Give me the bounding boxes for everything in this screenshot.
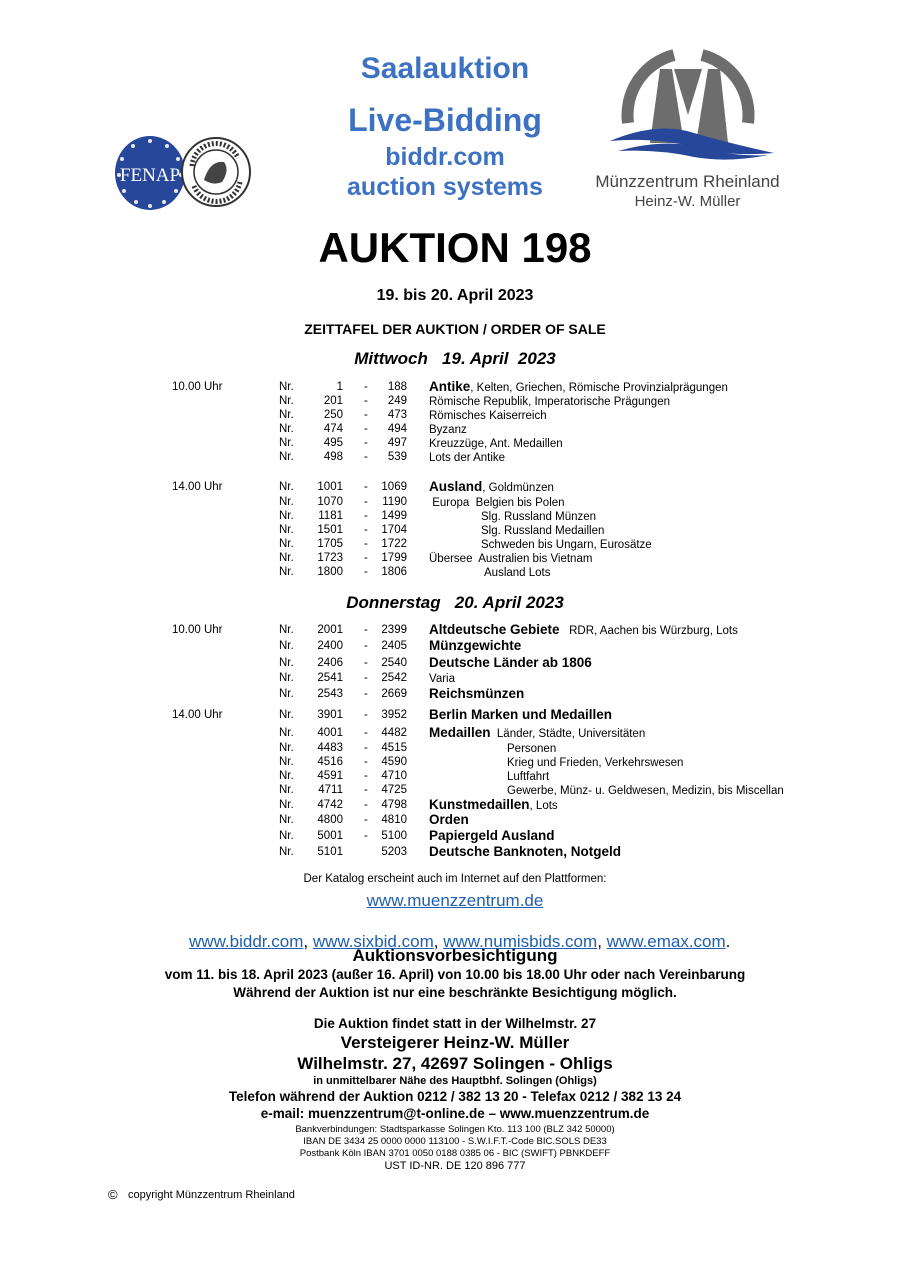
schedule-row bbox=[0, 565, 900, 579]
fenap-logo bbox=[114, 135, 186, 211]
separator: , bbox=[433, 932, 444, 951]
schedule-row bbox=[0, 783, 900, 797]
lot-prefix: Nr. bbox=[279, 727, 294, 739]
schedule-row bbox=[0, 436, 900, 450]
schedule-row bbox=[0, 708, 900, 722]
session-time: 14.00 Uhr bbox=[172, 481, 223, 493]
lot-to: 188 bbox=[387, 381, 407, 393]
lot-prefix: Nr. bbox=[279, 770, 294, 782]
vorbesichtigung-note: Während der Auktion ist nur eine beschränkte Besichtigung möglich. bbox=[233, 985, 677, 1000]
lot-from: 1501 bbox=[317, 524, 343, 536]
vorbesichtigung-dates: vom 11. bis 18. April 2023 (außer 16. April) von 10.00 bis 18.00 Uhr oder nach Vereinbarung bbox=[164, 967, 746, 982]
schedule-row bbox=[0, 829, 900, 843]
lot-dash: - bbox=[364, 709, 368, 721]
lot-dash: - bbox=[364, 624, 368, 636]
lot-dash: - bbox=[364, 640, 368, 652]
bank-line-3: Postbank Köln IBAN 3701 0050 0188 0385 06 - BIC (SWIFT) PBNKDEFF bbox=[299, 1148, 611, 1159]
section-detail: Römisches Kaiserreich bbox=[429, 410, 547, 422]
lot-dash: - bbox=[364, 510, 368, 522]
section-detail: Ausland Lots bbox=[484, 567, 551, 579]
lot-to: 249 bbox=[387, 395, 407, 407]
section-detail: Byzanz bbox=[429, 424, 467, 436]
lot-dash: - bbox=[364, 481, 368, 493]
auction-systems-heading: auction systems bbox=[347, 173, 543, 201]
lot-description bbox=[429, 380, 728, 395]
lot-prefix: Nr. bbox=[279, 510, 294, 522]
separator: , bbox=[597, 932, 607, 951]
lot-description bbox=[429, 671, 455, 686]
lot-dash: - bbox=[364, 756, 368, 768]
lot-description bbox=[429, 656, 592, 671]
lot-description bbox=[429, 798, 558, 813]
auction-title: AUKTION 198 bbox=[318, 224, 592, 271]
lot-prefix: Nr. bbox=[279, 481, 294, 493]
lot-to: 4798 bbox=[381, 799, 407, 811]
schedule-row bbox=[0, 769, 900, 783]
lot-description bbox=[481, 537, 652, 552]
lot-description bbox=[429, 813, 469, 828]
section-detail: Länder, Städte, Universitäten bbox=[490, 728, 646, 740]
lot-dash: - bbox=[364, 437, 368, 449]
section-title: Reichsmünzen bbox=[429, 686, 525, 701]
separator: , bbox=[303, 932, 313, 951]
logo-name: Münzzentrum Rheinland bbox=[595, 172, 780, 191]
lot-dash: - bbox=[364, 423, 368, 435]
lot-from: 4516 bbox=[317, 756, 343, 768]
lot-prefix: Nr. bbox=[279, 624, 294, 636]
lot-to: 497 bbox=[387, 437, 407, 449]
section-title: Deutsche Länder ab 1806 bbox=[429, 655, 592, 670]
lot-description bbox=[507, 769, 549, 784]
link-biddr[interactable]: www.biddr.com bbox=[189, 932, 304, 951]
session-time: 14.00 Uhr bbox=[172, 709, 223, 721]
lot-prefix: Nr. bbox=[279, 756, 294, 768]
section-detail: , Lots bbox=[529, 800, 558, 812]
lot-from: 1800 bbox=[317, 566, 343, 578]
schedule-row bbox=[0, 394, 900, 408]
lot-from: 1723 bbox=[317, 552, 343, 564]
lot-to: 4482 bbox=[381, 727, 407, 739]
lot-description bbox=[429, 708, 612, 723]
day2-heading: Donnerstag 20. April 2023 bbox=[346, 593, 564, 612]
lot-from: 2543 bbox=[317, 688, 343, 700]
lot-dash: - bbox=[364, 381, 368, 393]
lot-to: 473 bbox=[387, 409, 407, 421]
schedule-row bbox=[0, 551, 900, 565]
schedule-row bbox=[0, 408, 900, 422]
schedule-row bbox=[0, 380, 900, 394]
bank-line-2: IBAN DE 3434 25 0000 0000 113100 - S.W.I.F.T.-Code BIC.SOLS DE33 bbox=[303, 1136, 607, 1147]
section-detail: RDR, Aachen bis Würzburg, Lots bbox=[559, 625, 738, 637]
lot-from: 2001 bbox=[317, 624, 343, 636]
schedule-row bbox=[0, 656, 900, 670]
lot-prefix: Nr. bbox=[279, 688, 294, 700]
lot-from: 1705 bbox=[317, 538, 343, 550]
lot-prefix: Nr. bbox=[279, 830, 294, 842]
lot-to: 3952 bbox=[381, 709, 407, 721]
lot-description bbox=[429, 436, 563, 451]
lot-description bbox=[429, 726, 645, 741]
lot-prefix: Nr. bbox=[279, 784, 294, 796]
lot-description bbox=[484, 565, 551, 580]
lot-from: 1070 bbox=[317, 496, 343, 508]
schedule-row bbox=[0, 422, 900, 436]
schedule-row bbox=[0, 639, 900, 653]
lot-dash: - bbox=[364, 409, 368, 421]
auctioneer-address: Wilhelmstr. 27, 42697 Solingen - Ohligs bbox=[297, 1054, 613, 1073]
lot-to: 1806 bbox=[381, 566, 407, 578]
day1-heading: Mittwoch 19. April 2023 bbox=[354, 349, 556, 368]
lot-prefix: Nr. bbox=[279, 451, 294, 463]
lot-prefix: Nr. bbox=[279, 799, 294, 811]
schedule-row bbox=[0, 845, 900, 859]
lot-prefix: Nr. bbox=[279, 640, 294, 652]
lot-to: 4515 bbox=[381, 742, 407, 754]
lot-from: 4800 bbox=[317, 814, 343, 826]
lot-prefix: Nr. bbox=[279, 409, 294, 421]
section-title: Berlin Marken und Medaillen bbox=[429, 707, 613, 722]
lot-description bbox=[429, 623, 738, 638]
section-detail: , Goldmünzen bbox=[482, 482, 554, 494]
lot-prefix: Nr. bbox=[279, 709, 294, 721]
section-title: Münzgewichte bbox=[429, 638, 522, 653]
lot-dash: - bbox=[364, 742, 368, 754]
lot-prefix: Nr. bbox=[279, 381, 294, 393]
section-detail: Slg. Russland Münzen bbox=[481, 511, 597, 523]
lot-from: 2406 bbox=[317, 657, 343, 669]
lot-to: 1499 bbox=[381, 510, 407, 522]
link-numisbids[interactable]: www.numisbids.com bbox=[443, 932, 598, 951]
lot-from: 250 bbox=[323, 409, 343, 421]
lot-dash: - bbox=[364, 727, 368, 739]
lot-prefix: Nr. bbox=[279, 814, 294, 826]
lot-from: 1181 bbox=[318, 510, 343, 522]
lot-description bbox=[429, 450, 505, 465]
auction-dates: 19. bis 20. April 2023 bbox=[376, 287, 534, 304]
lot-to: 2542 bbox=[381, 672, 407, 684]
lot-to: 1190 bbox=[382, 496, 407, 508]
ust-id: UST ID-NR. DE 120 896 777 bbox=[384, 1160, 526, 1172]
lot-dash: - bbox=[364, 395, 368, 407]
order-of-sale: ZEITTAFEL DER AUKTION / ORDER OF SALE bbox=[304, 321, 606, 337]
lot-from: 4711 bbox=[318, 784, 343, 796]
section-detail: Varia bbox=[429, 673, 455, 685]
lot-to: 2540 bbox=[381, 657, 407, 669]
section-detail: Kreuzzüge, Ant. Medaillen bbox=[429, 438, 563, 450]
section-title: Deutsche Banknoten, Notgeld bbox=[429, 844, 622, 859]
section-title: Medaillen bbox=[429, 725, 491, 740]
lot-to: 1704 bbox=[381, 524, 407, 536]
location-note: in unmittelbarer Nähe des Hauptbhf. Solingen (Ohligs) bbox=[313, 1075, 597, 1087]
lot-from: 498 bbox=[323, 451, 343, 463]
copyright-icon: © bbox=[108, 1187, 118, 1202]
lot-description bbox=[429, 639, 521, 654]
lot-prefix: Nr. bbox=[279, 437, 294, 449]
lot-prefix: Nr. bbox=[279, 566, 294, 578]
lot-to: 494 bbox=[387, 423, 407, 435]
lot-to: 1722 bbox=[381, 538, 407, 550]
lot-to: 1799 bbox=[381, 552, 407, 564]
lot-dash: - bbox=[364, 566, 368, 578]
lot-prefix: Nr. bbox=[279, 395, 294, 407]
lot-dash: - bbox=[364, 799, 368, 811]
lot-from: 2541 bbox=[317, 672, 343, 684]
lot-from: 201 bbox=[323, 395, 343, 407]
lot-from: 4591 bbox=[317, 770, 343, 782]
schedule-row bbox=[0, 495, 900, 509]
lot-to: 539 bbox=[387, 451, 407, 463]
lot-dash: - bbox=[364, 524, 368, 536]
schedule-row bbox=[0, 509, 900, 523]
session-time: 10.00 Uhr bbox=[172, 624, 223, 636]
schedule-row bbox=[0, 813, 900, 827]
lot-dash: - bbox=[364, 784, 368, 796]
lot-prefix: Nr. bbox=[279, 657, 294, 669]
link-muenzzentrum[interactable]: www.muenzzentrum.de bbox=[366, 891, 544, 910]
lot-prefix: Nr. bbox=[279, 538, 294, 550]
lot-to: 2669 bbox=[381, 688, 407, 700]
section-detail: Römische Republik, Imperatorische Prägungen bbox=[429, 396, 670, 408]
schedule-row bbox=[0, 480, 900, 494]
section-detail: Lots der Antike bbox=[429, 452, 506, 464]
schedule-row bbox=[0, 687, 900, 701]
lot-description bbox=[507, 783, 784, 798]
lot-prefix: Nr. bbox=[279, 846, 294, 858]
svg-text:FENAP: FENAP bbox=[119, 165, 181, 186]
link-emax[interactable]: www.emax.com bbox=[606, 932, 726, 951]
lot-from: 4001 bbox=[317, 727, 343, 739]
logo-subname: Heinz-W. Müller bbox=[634, 193, 741, 210]
lot-prefix: Nr. bbox=[279, 672, 294, 684]
lot-dash: - bbox=[364, 451, 368, 463]
lot-to: 4590 bbox=[381, 756, 407, 768]
section-title: Antike bbox=[429, 379, 471, 394]
email-web: e-mail: muenzzentrum@t-online.de – www.muenzzentrum.de bbox=[260, 1106, 650, 1121]
schedule-row bbox=[0, 450, 900, 464]
lot-description bbox=[481, 523, 604, 538]
section-detail: Luftfahrt bbox=[507, 771, 550, 783]
lot-to: 4710 bbox=[381, 770, 407, 782]
auctioneer-name: Versteigerer Heinz-W. Müller bbox=[340, 1033, 570, 1052]
schedule-row bbox=[0, 798, 900, 812]
lot-description bbox=[429, 829, 555, 844]
lot-from: 3901 bbox=[317, 709, 343, 721]
schedule-row bbox=[0, 755, 900, 769]
lot-dash: - bbox=[364, 770, 368, 782]
lot-description bbox=[429, 551, 592, 566]
lot-from: 495 bbox=[323, 437, 343, 449]
section-detail: Übersee Australien bis Vietnam bbox=[429, 553, 593, 565]
section-detail: Slg. Russland Medaillen bbox=[481, 525, 605, 537]
schedule-row bbox=[0, 623, 900, 637]
lot-dash: - bbox=[364, 657, 368, 669]
section-detail: Schweden bis Ungarn, Eurosätze bbox=[481, 539, 652, 551]
section-title: Altdeutsche Gebiete bbox=[429, 622, 560, 637]
section-detail: , Kelten, Griechen, Römische Provinzialprägungen bbox=[470, 382, 728, 394]
lot-prefix: Nr. bbox=[279, 524, 294, 536]
schedule-row bbox=[0, 671, 900, 685]
section-title: Papiergeld Ausland bbox=[429, 828, 555, 843]
link-sixbid[interactable]: www.sixbid.com bbox=[312, 932, 434, 951]
lot-description bbox=[507, 741, 556, 756]
section-title: Ausland bbox=[429, 479, 483, 494]
schedule-row bbox=[0, 523, 900, 537]
copyright-text: copyright Münzzentrum Rheinland bbox=[128, 1189, 295, 1201]
lot-from: 4483 bbox=[317, 742, 343, 754]
saalauktion-heading: Saalauktion bbox=[360, 52, 530, 85]
lot-dash: - bbox=[364, 814, 368, 826]
section-detail: Krieg und Frieden, Verkehrswesen bbox=[507, 757, 684, 769]
lot-description bbox=[507, 755, 683, 770]
lot-dash: - bbox=[364, 552, 368, 564]
phone-fax: Telefon während der Auktion 0212 / 382 13 20 - Telefax 0212 / 382 13 24 bbox=[228, 1089, 682, 1104]
lot-from: 5101 bbox=[317, 846, 343, 858]
lot-to: 4725 bbox=[381, 784, 407, 796]
lot-prefix: Nr. bbox=[279, 742, 294, 754]
lot-description bbox=[429, 422, 467, 437]
lot-dash: - bbox=[364, 672, 368, 684]
lot-description bbox=[429, 408, 547, 423]
lot-from: 4742 bbox=[317, 799, 343, 811]
muenzzentrum-logo bbox=[598, 45, 788, 165]
schedule-row bbox=[0, 537, 900, 551]
lot-prefix: Nr. bbox=[279, 496, 294, 508]
auction-location: Die Auktion findet statt in der Wilhelmstr. 27 bbox=[313, 1016, 597, 1031]
session-time: 10.00 Uhr bbox=[172, 381, 223, 393]
lot-description bbox=[429, 495, 565, 510]
lot-to: 1069 bbox=[381, 481, 407, 493]
lot-from: 474 bbox=[323, 423, 343, 435]
lot-dash: - bbox=[364, 496, 368, 508]
lot-to: 5203 bbox=[381, 846, 407, 858]
lot-to: 4810 bbox=[381, 814, 407, 826]
lot-to: 2405 bbox=[381, 640, 407, 652]
vorbesichtigung-title: Auktionsvorbesichtigung bbox=[352, 946, 558, 965]
lot-prefix: Nr. bbox=[279, 423, 294, 435]
section-detail: Personen bbox=[507, 743, 557, 755]
lot-from: 5001 bbox=[317, 830, 343, 842]
lot-prefix: Nr. bbox=[279, 552, 294, 564]
lot-description bbox=[429, 480, 554, 495]
verband-logo bbox=[180, 136, 252, 208]
katalog-note: Der Katalog erscheint auch im Internet auf den Plattformen: bbox=[303, 873, 607, 885]
lot-dash: - bbox=[364, 688, 368, 700]
lot-description bbox=[429, 687, 524, 702]
section-title: Kunstmedaillen bbox=[429, 797, 530, 812]
section-detail: Europa Belgien bis Polen bbox=[429, 497, 565, 509]
lot-description bbox=[429, 394, 670, 409]
live-bidding-heading: Live-Bidding bbox=[348, 102, 542, 138]
lot-dash: - bbox=[364, 538, 368, 550]
section-detail: Gewerbe, Münz- u. Geldwesen, Medizin, bis Miscellan bbox=[507, 785, 784, 797]
lot-dash: - bbox=[364, 830, 368, 842]
section-title: Orden bbox=[429, 812, 469, 827]
lot-from: 1001 bbox=[317, 481, 343, 493]
lot-to: 5100 bbox=[381, 830, 407, 842]
lot-from: 1 bbox=[336, 381, 343, 393]
lot-description bbox=[481, 509, 596, 524]
schedule-row bbox=[0, 741, 900, 755]
period: . bbox=[725, 932, 731, 951]
bank-line-1: Bankverbindungen: Stadtsparkasse Solingen Kto. 113 100 (BLZ 342 50000) bbox=[295, 1124, 615, 1135]
biddr-heading: biddr.com bbox=[385, 143, 505, 171]
lot-description bbox=[429, 845, 621, 860]
lot-from: 2400 bbox=[317, 640, 343, 652]
schedule-row bbox=[0, 726, 900, 740]
lot-to: 2399 bbox=[381, 624, 407, 636]
